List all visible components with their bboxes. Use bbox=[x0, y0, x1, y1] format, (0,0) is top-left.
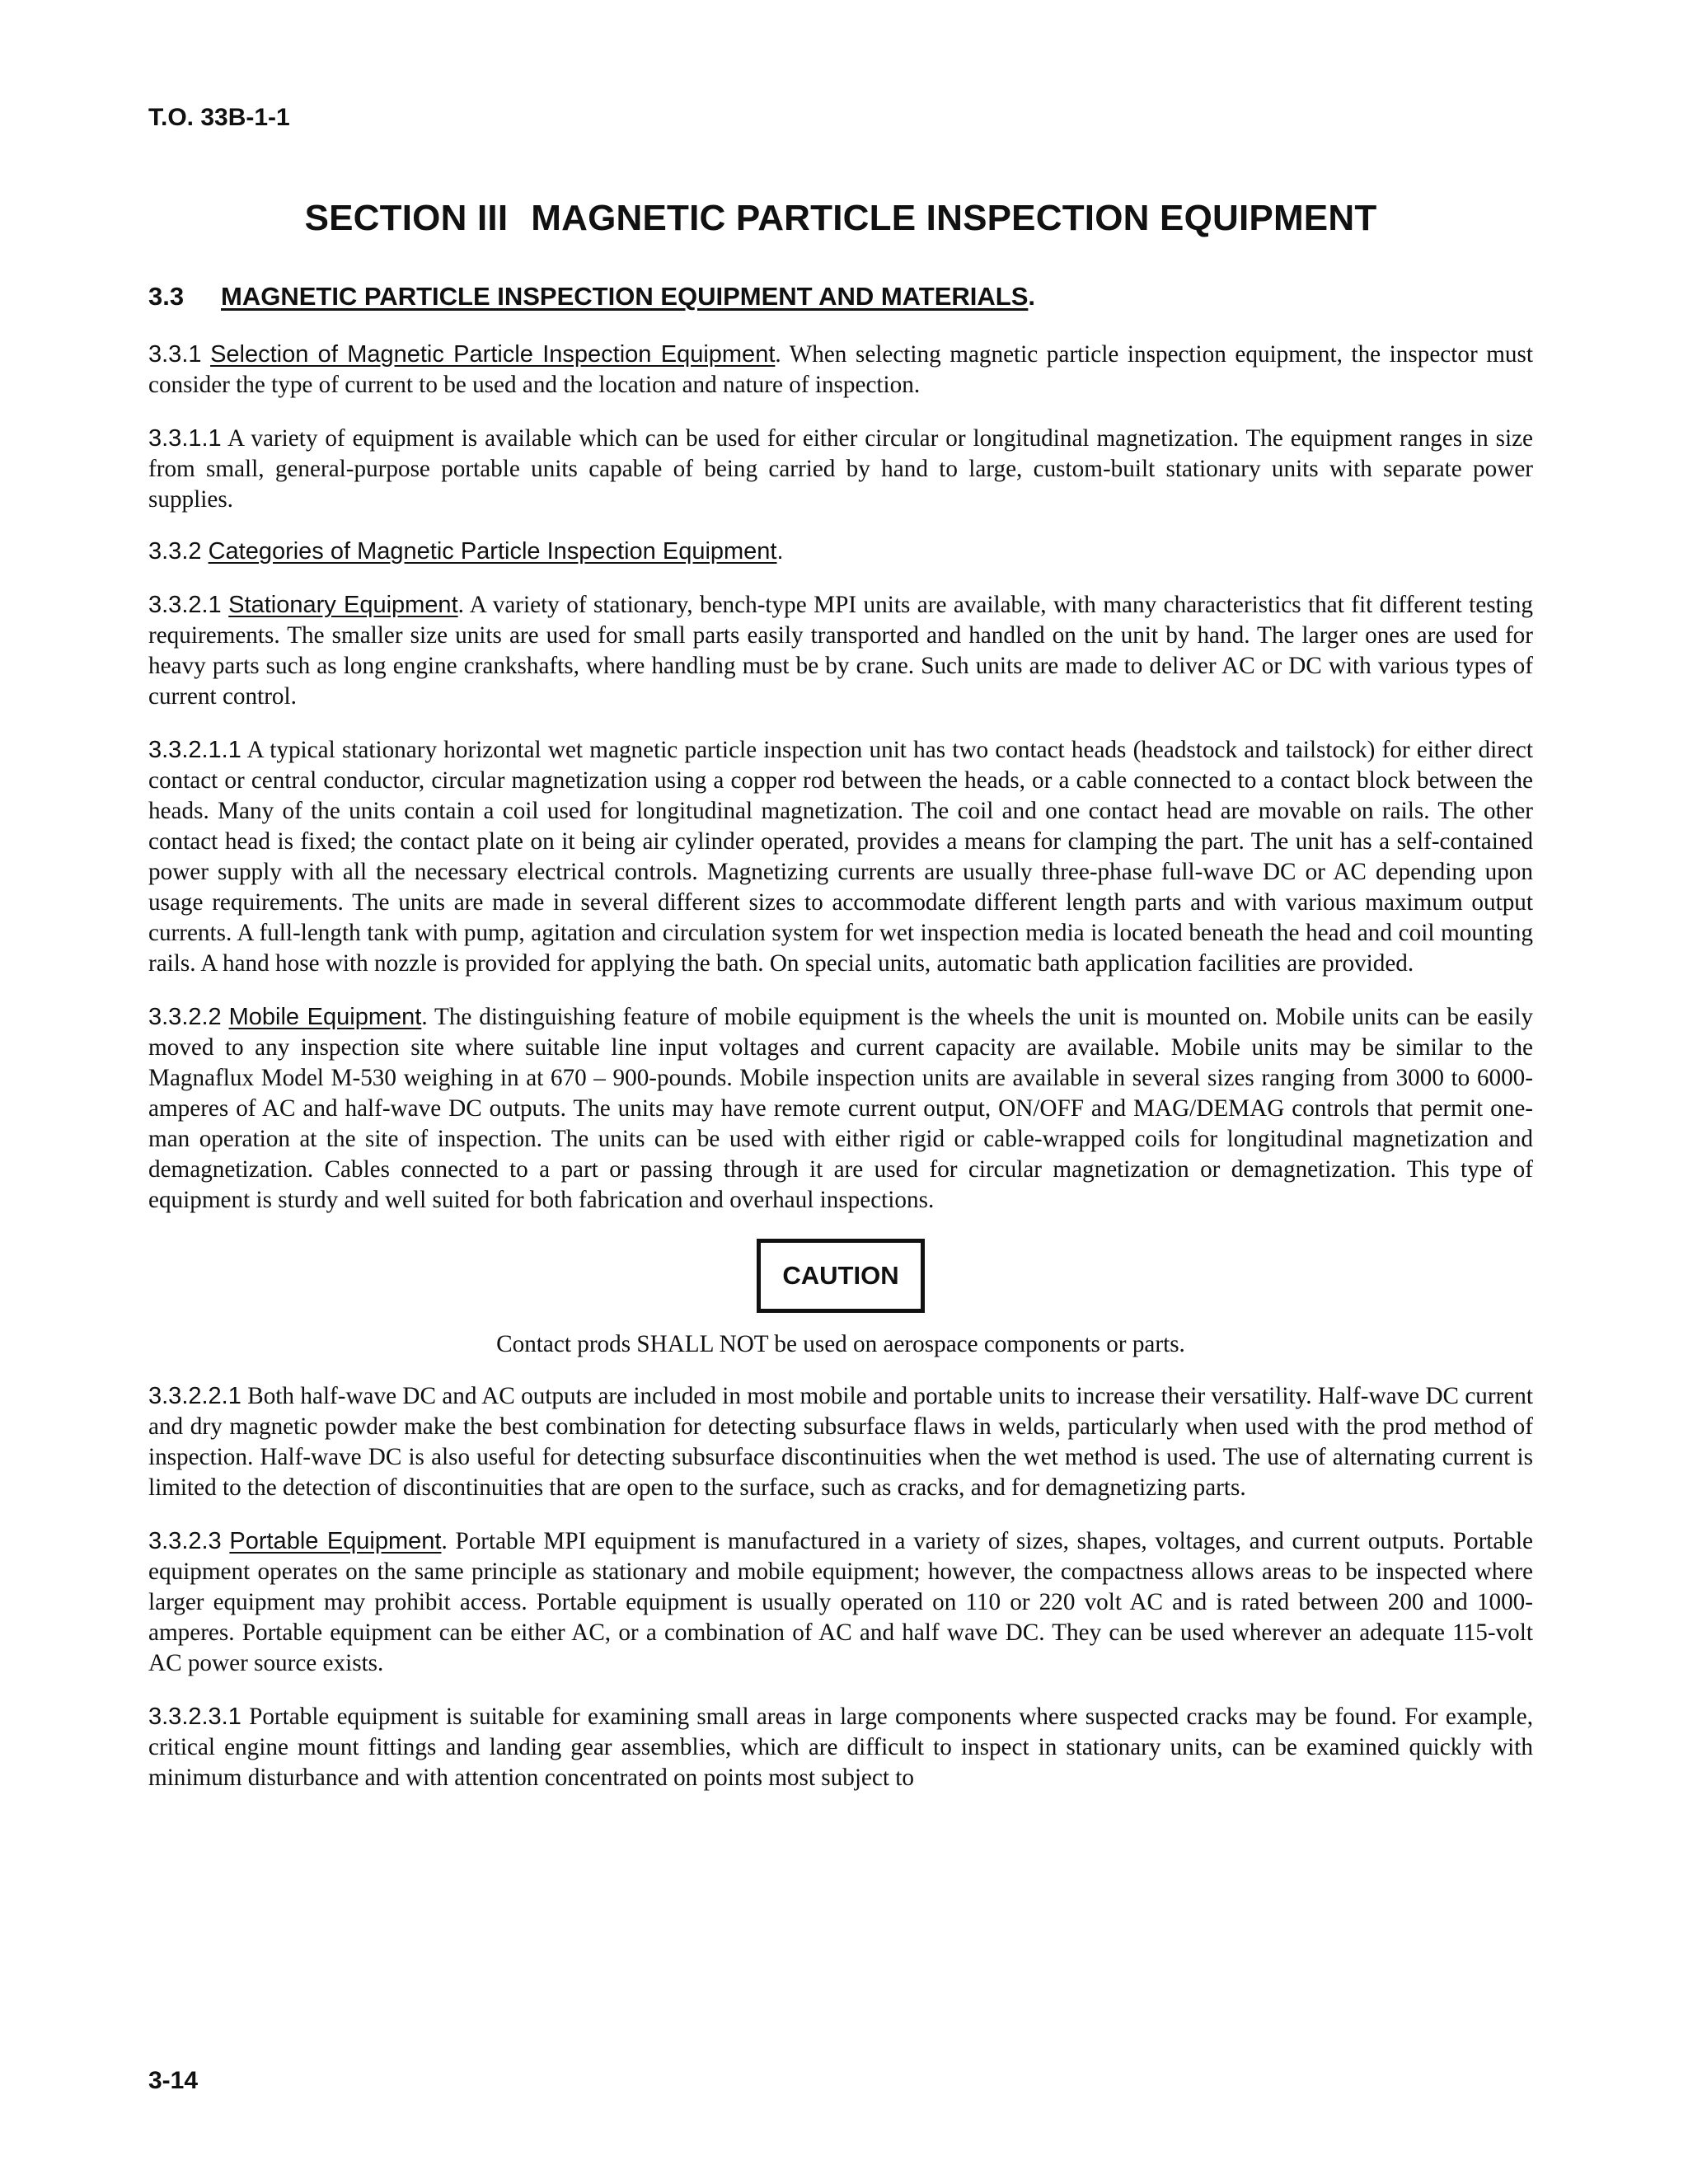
heading-3-3-2 bbox=[148, 538, 1533, 565]
heading-number: 3.3 bbox=[148, 282, 185, 311]
paragraph-trail: . bbox=[776, 538, 784, 565]
caution-block bbox=[148, 1239, 1533, 1313]
paragraph-3-3-1-1 bbox=[148, 424, 1533, 515]
caution-label: CAUTION bbox=[757, 1239, 924, 1313]
paragraph-number: 3.3.2.2 bbox=[148, 1004, 222, 1030]
section-name: MAGNETIC PARTICLE INSPECTION EQUIPMENT bbox=[531, 198, 1377, 238]
paragraph-number: 3.3.2.2.1 bbox=[148, 1383, 241, 1409]
paragraph-text: . Portable MPI equipment is manufactured in a variety of sizes, shapes, voltages, and current outputs. Portable equipment operates on the same principle as stationary and mobile equipment; however, the compactness allows areas to be inspected where larger equipment may prohibit access. Portable equipment is usually operated on 110 or 220 volt AC and is rated between 200 and 1000-amperes. Portable equipment can be either AC, or a combination of AC and half wave DC. They can be used wherever an adequate 115-volt AC power source exists. bbox=[148, 1528, 1534, 1676]
paragraph-number: 3.3.1 bbox=[148, 341, 202, 368]
paragraph-text: . A variety of stationary, bench-type MPI units are available, with many characteristics that fit different testing requirements. The smaller size units are used for small parts easily transported and handled on the unit by hand. The larger ones are used for heavy parts such as long engine crankshafts, where handling must be by crane. Such units are made to deliver AC or DC with various types of current control. bbox=[148, 592, 1533, 710]
paragraph-3-3-2-2-1 bbox=[148, 1381, 1533, 1503]
paragraph-title: Portable Equipment bbox=[229, 1528, 442, 1554]
paragraph-3-3-2-3-1 bbox=[148, 1702, 1533, 1793]
heading-title: MAGNETIC PARTICLE INSPECTION EQUIPMENT AND MATERIALS bbox=[221, 282, 1029, 311]
paragraph-title: Stationary Equipment bbox=[228, 592, 458, 618]
document-body bbox=[148, 282, 1533, 1816]
paragraph-title: Selection of Magnetic Particle Inspection Equipment bbox=[210, 341, 776, 368]
paragraph-text: . When selecting magnetic particle inspection equipment, the inspector must consider the type of current to be used and the location and nature of inspection. bbox=[148, 341, 1533, 398]
paragraph-title: Mobile Equipment bbox=[228, 1004, 422, 1030]
document-id: T.O. 33B-1-1 bbox=[148, 104, 290, 131]
paragraph-text: Portable equipment is suitable for examining small areas in large components where suspected cracks may be found. For example, critical engine mount fittings and landing gear assemblies, which are difficult to inspect in stationary units, can be examined quickly with minimum disturbance and with attention concentrated on points most subject to bbox=[148, 1704, 1533, 1791]
paragraph-text: Both half-wave DC and AC outputs are included in most mobile and portable units to increase their versatility. Half-wave DC current and dry magnetic powder make the best combination for detecting subsurface flaws in welds, particularly when used with the prod method of inspection. Half-wave DC is also useful for detecting subsurface discontinuities when the wet method is used. The use of alternating current is limited to the detection of discontinuities that are open to the surface, such as cracks, and for demagnetizing parts. bbox=[148, 1383, 1533, 1501]
page-number: 3-14 bbox=[148, 2067, 199, 2094]
section-number: SECTION III bbox=[304, 198, 509, 238]
paragraph-3-3-2-1 bbox=[148, 590, 1533, 712]
document-page bbox=[148, 0, 1533, 2184]
paragraph-number: 3.3.2.1.1 bbox=[148, 737, 241, 763]
paragraph-number: 3.3.1.1 bbox=[148, 425, 222, 452]
paragraph-text: A typical stationary horizontal wet magnetic particle inspection unit has two contact heads (headstock and tailstock) for either direct contact or central conductor, circular magnetization using a copper rod between the heads, or a cable connected to a contact block between the heads. Many of the units contain a coil used for longitudinal magnetization. The coil and one contact head are movable on rails. The other contact head is fixed; the contact plate on it being air cylinder operated, provides a means for clamping the part. The unit has a self-contained power supply with all the necessary electrical controls. Magnetizing currents are usually three-phase full-wave DC or AC depending upon usage requirements. The units are made in several different sizes to accommodate different length parts and with various maximum output currents. A full-length tank with pump, agitation and circulation system for wet inspection media is located beneath the head and coil mounting rails. A hand hose with nozzle is provided for applying the bath. On special units, automatic bath application facilities are provided. bbox=[148, 737, 1533, 977]
caution-text: Contact prods SHALL NOT be used on aerospace components or parts. bbox=[496, 1331, 1185, 1357]
section-title bbox=[148, 198, 1533, 239]
paragraph-3-3-2-3 bbox=[148, 1526, 1533, 1679]
paragraph-number: 3.3.2 bbox=[148, 538, 202, 565]
paragraph-number: 3.3.2.3.1 bbox=[148, 1704, 241, 1730]
heading-trail: . bbox=[1028, 282, 1036, 311]
paragraph-number: 3.3.2.3 bbox=[148, 1528, 222, 1554]
heading-3-3 bbox=[148, 282, 1533, 312]
paragraph-3-3-1 bbox=[148, 340, 1533, 401]
paragraph-number: 3.3.2.1 bbox=[148, 592, 222, 618]
paragraph-3-3-2-2 bbox=[148, 1002, 1533, 1216]
paragraph-text: . The distinguishing feature of mobile equipment is the wheels the unit is mounted on. Mobile units can be easily moved to any inspection site where suitable line input voltages and current capacity are available. Mobile units may be similar to the Magnaflux Model M-530 weighing in at 670 – 900-pounds. Mobile inspection units are available in several sizes ranging from 3000 to 6000-amperes of AC and half-wave DC outputs. The units may have remote current output, ON/OFF and MAG/DEMAG controls that permit one-man operation at the site of inspection. The units can be used with either rigid or cable-wrapped coils for longitudinal magnetization and demagnetization. Cables connected to a part or passing through it are used for circular magnetization or demagnetization. This type of equipment is sturdy and well suited for both fabrication and overhaul inspections. bbox=[148, 1004, 1534, 1213]
paragraph-title: Categories of Magnetic Particle Inspection Equipment bbox=[208, 538, 777, 565]
paragraph-3-3-2-1-1 bbox=[148, 735, 1533, 979]
paragraph-text: A variety of equipment is available which can be used for either circular or longitudinal magnetization. The equipment ranges in size from small, general-purpose portable units capable of being carried by hand to large, custom-built stationary units with separate power supplies. bbox=[148, 425, 1533, 513]
